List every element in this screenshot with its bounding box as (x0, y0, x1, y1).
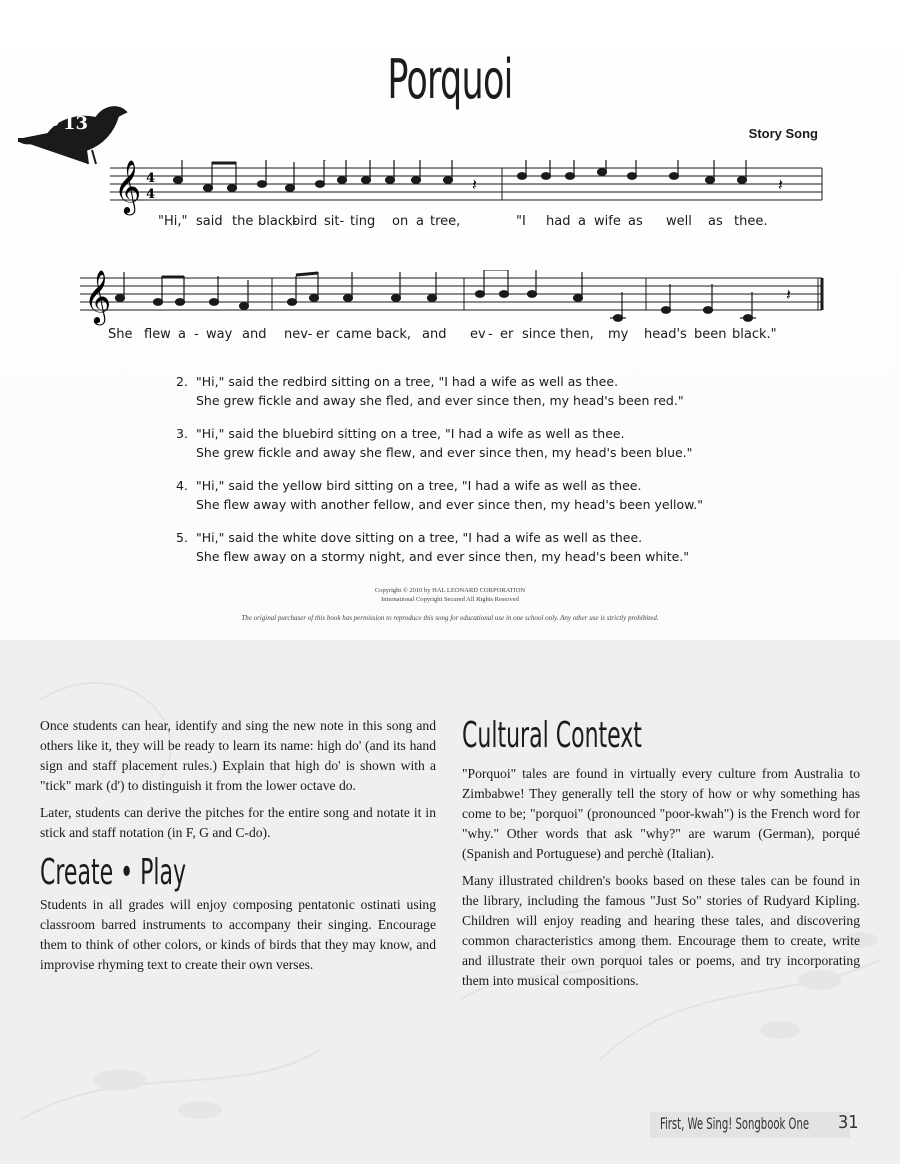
verse-line: She grew fickle and away she flew, and ever since then, my head's been blue." (196, 445, 693, 460)
verse-number: 2. (176, 374, 188, 389)
treble-clef-icon: 𝄞 (114, 160, 142, 213)
lyric-syllable: then, (560, 327, 594, 342)
lyric-syllable: tree, (430, 214, 461, 229)
lyric-syllable: and (242, 327, 267, 342)
lyric-syllable: ting (350, 214, 376, 229)
left-column (40, 716, 436, 982)
verse-5 (176, 528, 736, 566)
lyric-syllable: as (708, 214, 723, 229)
verse-number: 4. (176, 478, 188, 493)
lyric-syllable: "I (516, 214, 526, 229)
permission-notice: The original purchaser of this book has permission to reproduce this song for educational use in one school only. Any other use is strictly prohibited. (241, 614, 659, 622)
page-number: 31 (838, 1112, 859, 1133)
lyric-syllable: ev (470, 327, 486, 342)
verse-4 (176, 476, 736, 514)
verse-line: She flew away on a stormy night, and ever since then, my head's been white." (196, 549, 690, 564)
verse-line: She flew away with another fellow, and ever since then, my head's been yellow." (196, 497, 703, 512)
footer-book-title: First, We Sing! Songbook One (660, 1114, 810, 1133)
lyric-syllable: a (578, 214, 586, 229)
paragraph: "Porquoi" tales are found in virtually every culture from Australia to Zimbabwe! They generally tell the story of how or why something has come to be; "porquoi" (pronounced "poor-kwah") is the French word for "why." Other words that ask "why?" are warum (German), porqué (Spanish and Portuguese) and perchè (Italian). (462, 766, 860, 861)
lyric-syllable: black- (258, 214, 298, 229)
cd-label: CD (42, 118, 59, 129)
svg-text:4: 4 (146, 171, 156, 186)
cultural-context-heading: Cultural Context (462, 715, 642, 756)
lyric-syllable: "Hi," (158, 214, 188, 229)
lyric-syllable: the (232, 214, 254, 229)
rest-icon: 𝄽 (472, 175, 477, 194)
lyric-syllable: well (666, 214, 692, 229)
copyright-line: Copyright © 2010 by HAL LEONARD CORPORATION (374, 587, 526, 594)
lyric-syllable: since (522, 327, 556, 342)
cd-number: 13 (63, 113, 89, 134)
rest-icon: 𝄽 (778, 175, 783, 194)
lyrics-line-1 (0, 214, 900, 234)
rest-icon: 𝄽 (786, 285, 791, 304)
verse-2 (176, 372, 736, 410)
lyric-syllable: - (194, 327, 199, 342)
verse-number: 5. (176, 530, 188, 545)
lyric-syllable: er (500, 327, 514, 342)
verse-line: "Hi," said the bluebird sitting on a tree, "I had a wife as well as thee. (196, 426, 625, 441)
lyrics-line-2 (0, 327, 900, 347)
lyric-syllable: way (206, 327, 233, 342)
verse-number: 3. (176, 426, 188, 441)
verse-line: "Hi," said the redbird sitting on a tree, "I had a wife as well as thee. (196, 374, 619, 389)
lyric-syllable: black." (732, 327, 777, 342)
music-staff-2 (80, 270, 830, 334)
lyric-syllable: er (316, 327, 330, 342)
paragraph: Later, students can derive the pitches for the entire song and notate it in stick and staff notation (in F, G and C-do). (40, 805, 436, 840)
lyric-syllable: bird (292, 214, 318, 229)
lyric-syllable: came (336, 327, 372, 342)
lyric-syllable: as (628, 214, 643, 229)
lyric-syllable: back, (376, 327, 412, 342)
lyric-syllable: - (488, 327, 493, 342)
lyric-syllable: nev- (284, 327, 313, 342)
paragraph: Once students can hear, identify and sing the new note in this song and others like it, they will be ready to learn its name: high do' (and its hand sign and staff placement rules.) Explain that high do' is shown with a "tick" mark (d') to distinguish it from the lower octave do. (40, 718, 436, 793)
right-column (462, 714, 860, 998)
treble-clef-icon: 𝄞 (84, 270, 112, 323)
verse-3 (176, 424, 736, 462)
verse-line: "Hi," said the yellow bird sitting on a tree, "I had a wife as well as thee. (196, 478, 642, 493)
lyric-syllable: a (178, 327, 186, 342)
copyright-line: International Copyright Secured All Rights Reserved (381, 596, 519, 603)
genre-label: Story Song (748, 126, 818, 141)
song-title: Porquoi (387, 48, 513, 111)
lyric-syllable: on (392, 214, 409, 229)
lyric-syllable: flew (144, 327, 171, 342)
lyric-syllable: my (608, 327, 629, 342)
lyric-syllable: thee. (734, 214, 768, 229)
lyric-syllable: She (108, 327, 133, 342)
create-play-heading: Create • Play (40, 852, 187, 893)
lyric-syllable: a (416, 214, 424, 229)
additional-verses (176, 372, 736, 580)
lyric-syllable: wife (594, 214, 621, 229)
lyric-syllable: said (196, 214, 223, 229)
verse-line: She grew fickle and away she fled, and ever since then, my head's been red." (196, 393, 684, 408)
music-staff-1 (110, 160, 830, 220)
copyright-notice (0, 586, 900, 604)
lyric-syllable: and (422, 327, 447, 342)
paragraph: Many illustrated children's books based on these tales can be found in the library, including the famous "Just So" stories of Rudyard Kipling. Children will enjoy reading and hearing these tales, and discovering common characteristics among them. Encourage them to create, write and illustrate their own porquoi tales or poems, and try incorporating them into musical compositions. (462, 873, 860, 988)
lyric-syllable: head's (644, 327, 687, 342)
lyric-syllable: had (546, 214, 571, 229)
lyric-syllable: sit- (324, 214, 345, 229)
verse-line: "Hi," said the white dove sitting on a tree, "I had a wife as well as thee. (196, 530, 643, 545)
paragraph: Students in all grades will enjoy composing pentatonic ostinati using classroom barred instruments to accompany their singing. Encourage them to think of other colors, or kinds of birds that they may know, and improvise rhyming text to create their own verses. (40, 897, 436, 972)
lyric-syllable: been (694, 327, 727, 342)
svg-text:4: 4 (146, 187, 156, 202)
